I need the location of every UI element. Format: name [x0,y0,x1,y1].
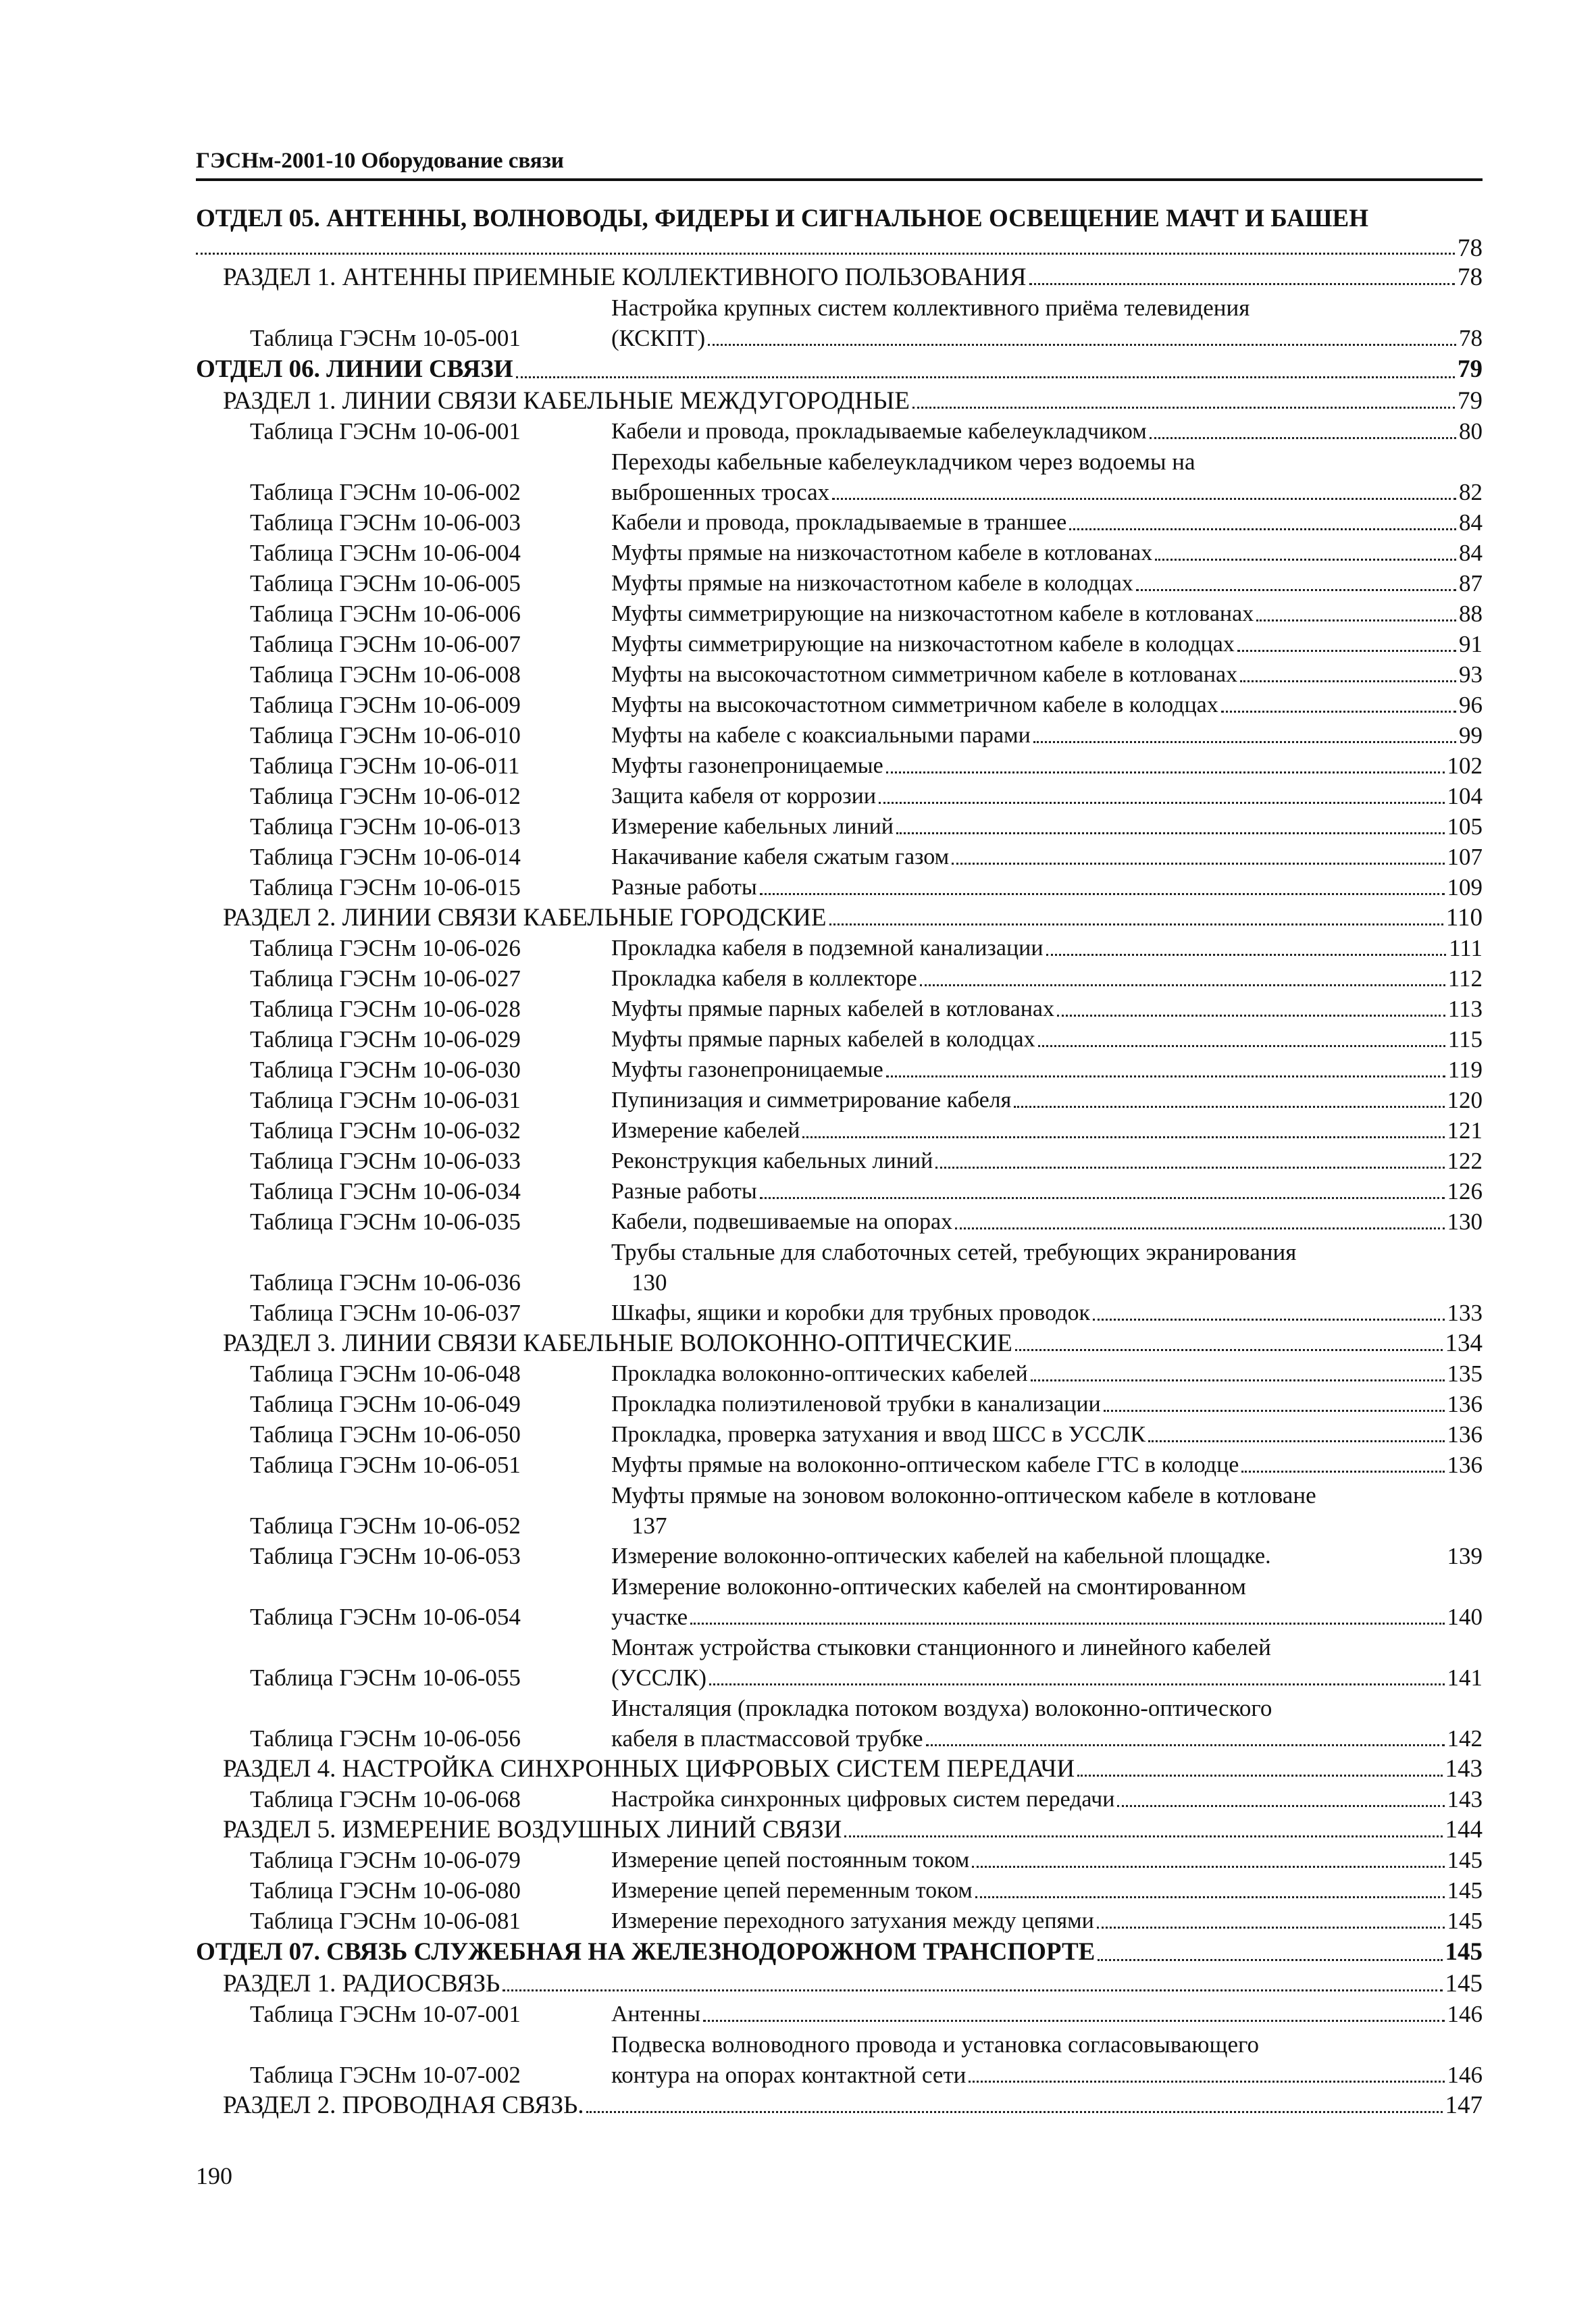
toc-page-number: 78 [1459,325,1483,351]
toc-table-entry [196,751,1483,781]
toc-table-code: Таблица ГЭСНм 10-06-003 [250,509,521,536]
toc-page-number: 96 [1459,692,1483,718]
toc-page-number: 78 [1458,263,1483,291]
dot-leader [844,1835,1442,1837]
dot-leader [886,771,1445,773]
dot-leader [1097,1927,1445,1929]
toc-table-code: Таблица ГЭСНм 10-06-004 [250,540,521,566]
dot-leader [1029,283,1455,285]
dot-leader [1031,1379,1445,1381]
toc-page-number: 79 [1458,355,1483,383]
toc-table-entry [196,1024,1483,1054]
toc-table-code: Таблица ГЭСНм 10-06-068 [250,1786,521,1812]
toc-razdel-title: РАЗДЕЛ 5. ИЗМЕРЕНИЕ ВОЗДУШНЫХ ЛИНИЙ СВЯЗИ [223,1816,842,1844]
toc-table-entry [196,933,1483,963]
toc-page-number: 145 [1447,1847,1483,1873]
toc-table-entry [196,1906,1483,1936]
running-title: ГЭСНм-2001-10 Оборудование связи [196,149,564,173]
toc-razdel [196,1968,1483,1999]
dot-leader [516,376,1455,378]
toc-table-entry [196,994,1483,1024]
toc-table-code: Таблица ГЭСНм 10-06-008 [250,661,521,688]
toc-table-title: Измерение кабелей [611,1118,800,1143]
toc-table-entry [196,720,1483,751]
dot-leader [1077,1775,1442,1777]
dot-leader [1046,954,1447,956]
dot-leader [1098,1959,1442,1961]
toc-table-entry [196,1054,1483,1085]
dot-leader [829,923,1443,925]
toc-table-entry [196,1206,1483,1237]
toc-razdel [196,262,1483,293]
toc-page-number: 80 [1459,418,1483,444]
toc-page-number: 136 [1447,1391,1483,1417]
toc-table-entry [196,1632,1483,1693]
toc-razdel [196,1754,1483,1784]
toc-page-number: 137 [632,1513,667,1539]
toc-table-entry [196,599,1483,629]
toc-page-number: 84 [1459,540,1483,566]
toc-table-code: Таблица ГЭСНм 10-06-006 [250,601,521,627]
toc-page-number: 120 [1447,1087,1483,1113]
dot-leader [1256,619,1456,621]
toc-otdel-title: ОТДЕЛ 06. ЛИНИИ СВЯЗИ [196,355,513,383]
toc-table-code: Таблица ГЭСНм 10-06-028 [250,996,521,1022]
toc-table-entry [196,1784,1483,1814]
dot-leader [709,1683,1445,1685]
dot-leader [935,1167,1444,1169]
dot-leader [972,1866,1444,1868]
toc-page-number: 99 [1459,722,1483,748]
toc-table-entry [196,1298,1483,1328]
toc-table-code: Таблица ГЭСНм 10-06-032 [250,1117,521,1144]
toc-table-code: Таблица ГЭСНм 10-06-011 [250,753,520,779]
toc-table-code: Таблица ГЭСНм 10-06-051 [250,1452,521,1478]
toc-table-title-cont: выброшенных тросах [611,479,830,505]
toc-table-code: Таблица ГЭСНм 10-06-050 [250,1421,521,1448]
toc-table-title-cont: (УССЛК) [611,1664,706,1691]
toc-razdel-title: РАЗДЕЛ 2. ЛИНИИ СВЯЗИ КАБЕЛЬНЫЕ ГОРОДСКИЕ [223,904,827,932]
toc-table-title: Муфты прямые на низкочастотном кабеле в котлованах [611,540,1153,565]
toc-table-code: Таблица ГЭСНм 10-06-056 [250,1725,521,1752]
toc-table-title: Измерение кабельных линий [611,814,894,839]
toc-table-title: Муфты газонепроницаемые [611,753,883,778]
toc-table-entry [196,293,1483,353]
toc-page-number: 143 [1447,1786,1483,1812]
toc-table-code: Таблица ГЭСНм 10-06-012 [250,783,521,809]
toc-table-code: Таблица ГЭСНм 10-06-001 [250,418,521,444]
toc-table-entry [196,1450,1483,1480]
toc-razdel-title: РАЗДЕЛ 2. ПРОВОДНАЯ СВЯЗЬ. [223,2091,584,2119]
toc-page-number: 142 [1447,1725,1483,1752]
toc-table-title: Муфты прямые парных кабелей в котлованах [611,996,1055,1021]
dot-leader [690,1623,1444,1625]
dot-leader [1117,1805,1444,1807]
toc-page-number: 136 [1447,1421,1483,1448]
toc-razdel [196,903,1483,933]
dot-leader [1136,589,1456,591]
toc-table-entry [196,963,1483,994]
toc-otdel-title: ОТДЕЛ 05. АНТЕННЫ, ВОЛНОВОДЫ, ФИДЕРЫ И СИГНАЛЬНОЕ ОСВЕЩЕНИЕ МАЧТ И БАШЕН [196,205,1368,232]
toc-table-title: Кабели, подвешиваемые на опорах [611,1209,953,1234]
toc-page-number: 135 [1447,1361,1483,1387]
toc-table-code: Таблица ГЭСНм 10-06-029 [250,1026,521,1052]
toc-table-code: Таблица ГЭСНм 10-06-030 [250,1057,521,1083]
toc-page-number: 141 [1447,1664,1483,1691]
toc-table-title: Муфты на кабеле с коаксиальными парами [611,723,1031,748]
toc-table-entry [196,538,1483,568]
toc-otdel-05 [196,203,1483,262]
toc-page-number: 115 [1447,1026,1483,1052]
toc-table-title: Муфты прямые на волоконно-оптическом кабеле ГТС в колодце [611,1452,1239,1477]
toc-page-number: 93 [1459,661,1483,688]
toc-table-entry [196,1541,1483,1571]
toc-table-entry [196,1999,1483,2029]
toc-table-title: Муфты прямые парных кабелей в колодцах [611,1027,1035,1052]
toc-table-entry [196,1845,1483,1875]
toc-table-title: Муфты на высокочастотном симметричном кабеле в колодцах [611,692,1218,717]
toc-page-number: 107 [1447,844,1483,870]
table-of-contents [196,203,1483,2120]
toc-table-title: Пупинизация и симметрирование кабеля [611,1088,1012,1113]
toc-table-code: Таблица ГЭСНм 10-06-048 [250,1361,521,1387]
toc-table-title: Измерение цепей переменным током [611,1878,973,1903]
toc-table-title: Муфты прямые на низкочастотном кабеле в колодцах [611,571,1133,596]
toc-table-title: Муфты симметрирующие на низкочастотном кабеле в котлованах [611,601,1254,626]
dot-leader [760,893,1445,895]
toc-page-number: 110 [1445,904,1483,932]
page-number: 190 [196,2162,232,2189]
toc-table-code: Таблица ГЭСНм 10-06-026 [250,935,521,961]
dot-leader [586,2111,1442,2113]
dot-leader [969,2081,1444,2083]
toc-page-number: 136 [1447,1452,1483,1478]
running-header [196,142,1483,181]
dot-leader [886,1075,1445,1077]
toc-table-title: Измерение переходного затухания между цепями [611,1908,1094,1933]
dot-leader [926,1744,1445,1746]
toc-table-entry [196,1389,1483,1419]
toc-table-title: Кабели и провода, прокладываемые кабелеукладчиком [611,419,1147,444]
toc-page-number: 130 [1447,1209,1483,1235]
toc-page-number: 82 [1459,479,1483,505]
toc-table-code: Таблица ГЭСНм 10-06-080 [250,1877,521,1904]
dot-leader [955,1227,1444,1229]
toc-table-code: Таблица ГЭСНм 10-06-052 [250,1513,521,1539]
toc-table-code: Таблица ГЭСНм 10-06-035 [250,1209,521,1235]
dot-leader [503,1989,1442,1991]
toc-otdel-07 [196,1936,1483,1968]
toc-table-code: Таблица ГЭСНм 10-06-033 [250,1148,521,1174]
toc-table-entry [196,781,1483,811]
toc-table-title: Трубы стальные для слаботочных сетей, требующих экранирования [611,1239,1297,1265]
toc-table-code: Таблица ГЭСНм 10-06-054 [250,1604,521,1630]
toc-page-number: 87 [1459,570,1483,596]
toc-table-title: Переходы кабельные кабелеукладчиком через водоемы на [611,449,1195,475]
toc-table-entry [196,1146,1483,1176]
dot-leader [1240,680,1456,682]
toc-razdel-title: РАЗДЕЛ 4. НАСТРОЙКА СИНХРОННЫХ ЦИФРОВЫХ СИСТЕМ ПЕРЕДАЧИ [223,1755,1075,1783]
toc-table-title: Прокладка кабеля в подземной канализации [611,936,1044,961]
toc-table-code: Таблица ГЭСНм 10-05-001 [250,325,521,351]
toc-table-title: Прокладка волоконно-оптических кабелей [611,1361,1028,1386]
toc-table-title: Реконструкция кабельных линий [611,1148,933,1173]
toc-table-title: Настройка синхронных цифровых систем передачи [611,1787,1115,1812]
toc-table-entry [196,690,1483,720]
toc-razdel-title: РАЗДЕЛ 1. РАДИОСВЯЗЬ [223,1970,500,1998]
toc-table-title-cont: контура на опорах контактной сети [611,2062,967,2088]
toc-page-number: 139 [1447,1543,1483,1569]
toc-page-number: 140 [1447,1604,1483,1630]
toc-otdel-06 [196,353,1483,386]
toc-page-number: 143 [1445,1755,1483,1783]
dot-leader [1155,559,1456,561]
dot-leader [1237,650,1456,652]
toc-table-title: Измерение волоконно-оптических кабелей на смонтированном [611,1573,1246,1600]
toc-page-number: 91 [1459,631,1483,657]
toc-table-title: Кабели и провода, прокладываемые в траншее [611,510,1067,535]
toc-table-entry [196,447,1483,507]
dot-leader [1150,437,1456,439]
dot-leader [1033,741,1456,743]
toc-table-code: Таблица ГЭСНм 10-06-081 [250,1908,521,1934]
dot-leader [802,1136,1444,1138]
dot-leader [879,802,1444,804]
toc-table-code: Таблица ГЭСНм 10-06-053 [250,1543,521,1569]
toc-table-entry [196,811,1483,842]
toc-razdel-title: РАЗДЕЛ 3. ЛИНИИ СВЯЗИ КАБЕЛЬНЫЕ ВОЛОКОННО-ОПТИЧЕСКИЕ [223,1329,1012,1357]
toc-table-title: Накачивание кабеля сжатым газом [611,844,950,869]
dot-leader [920,984,1445,986]
toc-table-code: Таблица ГЭСНм 10-06-007 [250,631,521,657]
toc-table-entry [196,568,1483,599]
toc-table-title: Измерение цепей постоянным током [611,1848,970,1873]
dot-leader [1104,1410,1445,1412]
toc-razdel [196,1328,1483,1358]
toc-page-number: 145 [1445,1938,1483,1966]
toc-table-entry [196,416,1483,447]
dot-leader [1148,1440,1445,1442]
toc-table-title: Антенны [611,2002,700,2027]
toc-table-entry [196,1875,1483,1906]
toc-table-code: Таблица ГЭСНм 10-06-013 [250,813,521,840]
toc-page-number: 133 [1447,1300,1483,1326]
dot-leader [1015,1349,1443,1351]
toc-page-number: 84 [1459,509,1483,536]
toc-table-code: Таблица ГЭСНм 10-07-002 [250,2062,521,2088]
dot-leader [708,344,1456,346]
toc-razdel [196,386,1483,416]
dot-leader [196,253,1455,255]
toc-table-code: Таблица ГЭСНм 10-06-014 [250,844,521,870]
dot-leader [1221,711,1456,713]
toc-table-code: Таблица ГЭСНм 10-06-002 [250,479,521,505]
toc-table-title: Настройка крупных систем коллективного приёма телевидения [611,295,1250,321]
toc-table-code: Таблица ГЭСНм 10-07-001 [250,2001,521,2027]
toc-page-number: 145 [1447,1908,1483,1934]
toc-table-title: Муфты газонепроницаемые [611,1057,883,1082]
toc-table-code: Таблица ГЭСНм 10-06-031 [250,1087,521,1113]
toc-table-code: Таблица ГЭСНм 10-06-005 [250,570,521,596]
toc-table-entry [196,1480,1483,1541]
dot-leader [1069,528,1456,530]
toc-razdel-title: РАЗДЕЛ 1. АНТЕННЫ ПРИЕМНЫЕ КОЛЛЕКТИВНОГО ПОЛЬЗОВАНИЯ [223,263,1027,291]
toc-table-title: Разные работы [611,875,757,900]
toc-table-title: Разные работы [611,1179,757,1204]
toc-page-number: 134 [1445,1329,1483,1357]
toc-page-number: 147 [1445,2091,1483,2119]
toc-razdel [196,2090,1483,2120]
toc-table-code: Таблица ГЭСНм 10-06-027 [250,965,521,992]
toc-page-number: 130 [632,1269,667,1296]
dot-leader [1038,1045,1445,1047]
toc-table-title: Прокладка полиэтиленовой трубки в канализации [611,1392,1101,1417]
toc-page-number: 119 [1447,1057,1483,1083]
toc-table-entry [196,1237,1483,1298]
toc-table-entry [196,872,1483,903]
toc-page-number: 145 [1445,1970,1483,1998]
toc-table-entry [196,1693,1483,1754]
toc-page-number: 146 [1447,2062,1483,2088]
toc-page-number: 146 [1447,2001,1483,2027]
toc-table-title: Муфты на высокочастотном симметричном кабеле в котлованах [611,662,1238,687]
toc-page-number: 102 [1447,753,1483,779]
dot-leader [1241,1471,1444,1473]
toc-table-entry [196,842,1483,872]
toc-page-number: 105 [1447,813,1483,840]
toc-table-entry [196,629,1483,659]
toc-table-title: Защита кабеля от коррозии [611,784,877,809]
toc-table-entry [196,1085,1483,1115]
toc-razdel-title: РАЗДЕЛ 1. ЛИНИИ СВЯЗИ КАБЕЛЬНЫЕ МЕЖДУГОРОДНЫЕ [223,387,910,415]
toc-table-title: Шкафы, ящики и коробки для трубных проводок [611,1300,1090,1325]
toc-table-title: Монтаж устройства стыковки станционного и линейного кабелей [611,1634,1271,1660]
toc-table-entry [196,1358,1483,1389]
toc-page-number: 122 [1447,1148,1483,1174]
toc-table-code: Таблица ГЭСНм 10-06-015 [250,874,521,900]
toc-page-number: 88 [1459,601,1483,627]
toc-table-entry [196,659,1483,690]
toc-razdel [196,1814,1483,1845]
toc-table-title: Муфты симметрирующие на низкочастотном кабеле в колодцах [611,632,1235,657]
toc-table-title: Прокладка кабеля в коллекторе [611,966,917,991]
toc-page-number: 126 [1447,1178,1483,1204]
toc-table-entry [196,1571,1483,1632]
dot-leader [760,1197,1445,1199]
toc-table-title-cont: (КСКПТ) [611,325,706,351]
dot-leader [832,498,1456,500]
toc-page-number: 144 [1445,1816,1483,1844]
toc-table-title: Подвеска волноводного провода и установка согласовывающего [611,2031,1259,2058]
toc-table-title-cont: участке [611,1604,688,1630]
toc-page-number: 145 [1447,1877,1483,1904]
toc-otdel-title: ОТДЕЛ 07. СВЯЗЬ СЛУЖЕБНАЯ НА ЖЕЛЕЗНОДОРОЖНОМ ТРАНСПОРТЕ [196,1938,1096,1966]
toc-table-entry [196,507,1483,538]
toc-table-code: Таблица ГЭСНм 10-06-009 [250,692,521,718]
dot-leader [1014,1106,1444,1108]
toc-table-code: Таблица ГЭСНм 10-06-055 [250,1664,521,1691]
toc-page-number: 113 [1447,996,1483,1022]
toc-page-number: 121 [1447,1117,1483,1144]
toc-page-number: 104 [1447,783,1483,809]
toc-table-title: Инсталяция (прокладка потоком воздуха) волоконно-оптического [611,1695,1272,1721]
toc-table-code: Таблица ГЭСНм 10-06-079 [250,1847,521,1873]
toc-page-number: 79 [1458,387,1483,415]
dot-leader [912,407,1455,409]
toc-table-code: Таблица ГЭСНм 10-06-010 [250,722,521,748]
dot-leader [952,863,1444,865]
dot-leader [703,2020,1445,2022]
toc-table-title: Измерение волоконно-оптических кабелей на кабельной площадке. [611,1544,1271,1569]
toc-table-entry [196,2029,1483,2090]
toc-table-code: Таблица ГЭСНм 10-06-034 [250,1178,521,1204]
toc-table-code: Таблица ГЭСНм 10-06-037 [250,1300,521,1326]
dot-leader [1057,1015,1445,1017]
toc-table-code: Таблица ГЭСНм 10-06-036 [250,1269,521,1296]
toc-table-entry [196,1419,1483,1450]
dot-leader [896,832,1445,834]
toc-page-number: 109 [1447,874,1483,900]
toc-page-number: 111 [1449,935,1483,961]
toc-table-entry [196,1115,1483,1146]
toc-table-title-cont: кабеля в пластмассовой трубке [611,1725,923,1752]
toc-table-entry [196,1176,1483,1206]
toc-table-code: Таблица ГЭСНм 10-06-049 [250,1391,521,1417]
dot-leader [975,1896,1445,1898]
toc-table-title: Муфты прямые на зоновом волоконно-оптическом кабеле в котловане [611,1482,1316,1508]
dot-leader [1093,1319,1445,1321]
toc-table-title: Прокладка, проверка затухания и ввод ШСС в УССЛК [611,1422,1145,1447]
toc-page-number: 112 [1447,965,1483,992]
toc-page-number: 78 [1458,234,1483,262]
